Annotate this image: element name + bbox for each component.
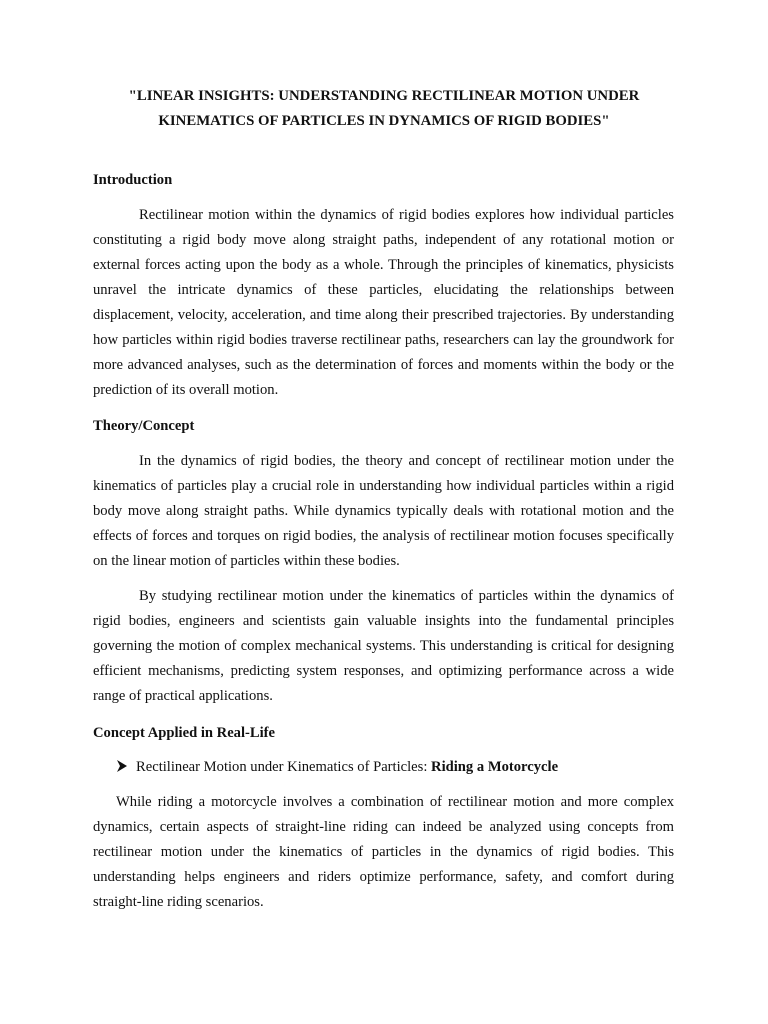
real-life-heading: Concept Applied in Real-Life	[93, 725, 276, 741]
real-life-bullet-item	[116, 755, 558, 780]
title-line-2: KINEMATICS OF PARTICLES IN DYNAMICS OF RIGID BODIES"	[158, 113, 610, 129]
bullet-text: Rectilinear Motion under Kinematics of Particles:	[136, 759, 432, 775]
introduction-paragraph: Rectilinear motion within the dynamics of rigid bodies explores how individual particles constituting a rigid body move along straight paths, independent of any rotational motion or external forces acting upon the body as a whole. Through the principles of kinematics, physicists unravel the intricate dynamics of these particles, elucidating the relationships between displacement, velocity, acceleration, and time along their prescribed trajectories. By understanding how particles within rigid bodies traverse rectilinear paths, researchers can lay the groundwork for more advanced analyses, such as the determination of forces and moments within the body or the prediction of its overall motion.	[93, 207, 674, 398]
arrowhead-bullet-icon	[116, 759, 128, 773]
theory-heading: Theory/Concept	[93, 418, 195, 434]
document-title	[93, 84, 675, 134]
theory-paragraph-1: In the dynamics of rigid bodies, the theory and concept of rectilinear motion under the kinematics of particles play a crucial role in understanding how individual particles within a rigid body move along straight paths. While dynamics typically deals with rotational motion and the effects of forces and torques on rigid bodies, the analysis of rectilinear motion focuses specifically on the linear motion of particles within these bodies.	[93, 453, 674, 569]
real-life-paragraph: While riding a motorcycle involves a combination of rectilinear motion and more complex dynamics, certain aspects of straight-line riding can indeed be analyzed using concepts from rectilinear motion under the kinematics of particles in the dynamics of rigid bodies. This understanding helps engineers and riders optimize performance, safety, and comfort during straight-line riding scenarios.	[93, 794, 674, 910]
theory-paragraph-2: By studying rectilinear motion under the kinematics of particles within the dynamics of rigid bodies, engineers and scientists gain valuable insights into the fundamental principles governing the motion of complex mechanical systems. This understanding is critical for designing efficient mechanisms, predicting system responses, and optimizing performance across a wide range of practical applications.	[93, 588, 674, 704]
introduction-heading: Introduction	[93, 172, 173, 188]
title-line-1: "LINEAR INSIGHTS: UNDERSTANDING RECTILINEAR MOTION UNDER	[128, 88, 640, 104]
bullet-bold-text: Riding a Motorcycle	[431, 759, 559, 775]
